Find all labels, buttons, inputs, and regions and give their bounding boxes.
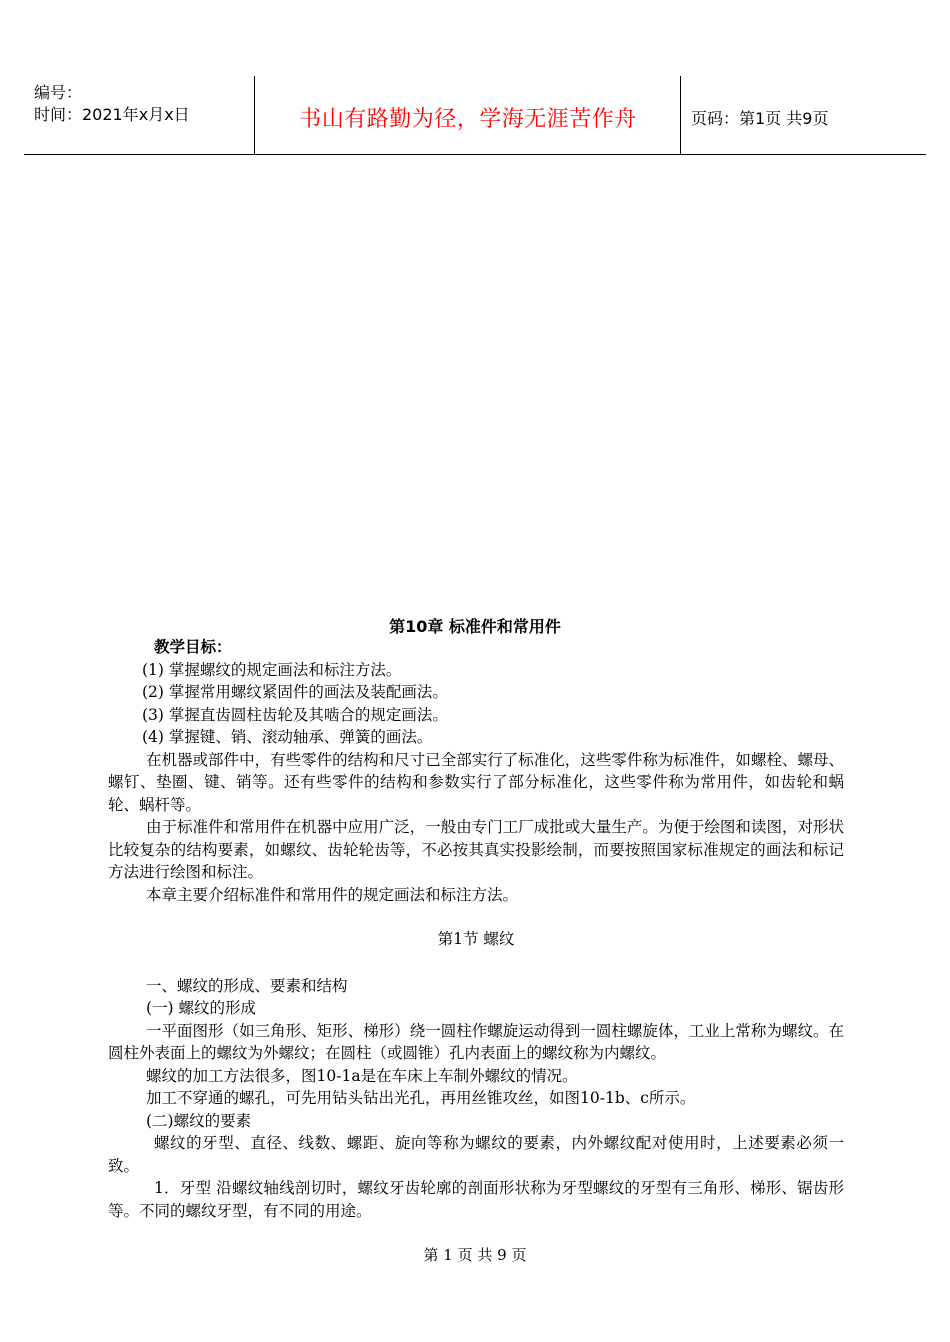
page-header [24, 76, 926, 155]
goal-item: (2) 掌握常用螺纹紧固件的画法及装配画法。 [142, 683, 448, 701]
goals-title: 教学目标： [154, 638, 232, 656]
goal-item: (3) 掌握直齿圆柱齿轮及其啮合的规定画法。 [142, 705, 448, 724]
body-paragraph: 一平面图形（如三角形、矩形、梯形）绕一圆柱作螺旋运动得到一圆柱螺旋体，工业上常称为螺纹。在圆柱外表面上的螺纹为外螺纹；在圆柱（或圆锥）孔内表面上的螺纹称为内螺纹。 [108, 1021, 844, 1062]
header-divider [254, 76, 255, 154]
header-meta [34, 82, 190, 126]
header-page-info: 页码：第1页 共9页 [691, 109, 829, 128]
intro-paragraph: 本章主要介绍标准件和常用件的规定画法和标注方法。 [146, 885, 519, 904]
intro-paragraph: 在机器或部件中，有些零件的结构和尺寸已全部实行了标准化，这些零件称为标准件，如螺栓、螺母、螺钉、垫圈、键、销等。还有些零件的结构和参数实行了部分标准化，这些零件称为常用件，如齿轮和蜗轮、蜗杆等。 [108, 750, 844, 814]
goal-item: (4) 掌握键、销、滚动轴承、弹簧的画法。 [142, 728, 433, 746]
motto: 书山有路勤为径，学海无涯苦作舟 [299, 107, 637, 132]
subheading: (二)螺纹的要素 [146, 1111, 252, 1130]
page-footer: 第 1 页 共 9 页 [423, 1246, 527, 1264]
chapter-title: 第10章 标准件和常用件 [389, 617, 561, 636]
body-paragraph: 螺纹的加工方法很多，图10-1a是在车床上车制外螺纹的情况。 [146, 1066, 578, 1085]
number-label: 编号： [34, 83, 83, 102]
document-body [108, 636, 844, 1222]
goal-item: (1) 掌握螺纹的规定画法和标注方法。 [142, 660, 402, 679]
body-paragraph: 加工不穿通的螺孔，可先用钻头钻出光孔，再用丝锥攻丝，如图10-1b、c所示。 [146, 1089, 696, 1107]
body-paragraph: 1．牙型 沿螺纹轴线剖切时，螺纹牙齿轮廓的剖面形状称为牙型螺纹的牙型有三角形、梯形、锯齿形等。不同的螺纹牙型，有不同的用途。 [108, 1179, 844, 1220]
heading: 一、螺纹的形成、要素和结构 [146, 976, 348, 995]
time-label: 时间：2021年x月x日 [34, 105, 190, 124]
section-title: 第1节 螺纹 [437, 930, 515, 948]
body-paragraph: 螺纹的牙型、直径、线数、螺距、旋向等称为螺纹的要素，内外螺纹配对使用时，上述要素必须一致。 [108, 1134, 844, 1175]
subheading: (一) 螺纹的形成 [146, 999, 257, 1017]
header-divider [680, 76, 681, 154]
intro-paragraph: 由于标准件和常用件在机器中应用广泛，一般由专门工厂成批或大量生产。为便于绘图和读图，对形状比较复杂的结构要素，如螺纹、齿轮轮齿等，不必按其真实投影绘制，而要按照国家标准规定的画法和标记方法进行绘图和标注。 [108, 818, 844, 881]
